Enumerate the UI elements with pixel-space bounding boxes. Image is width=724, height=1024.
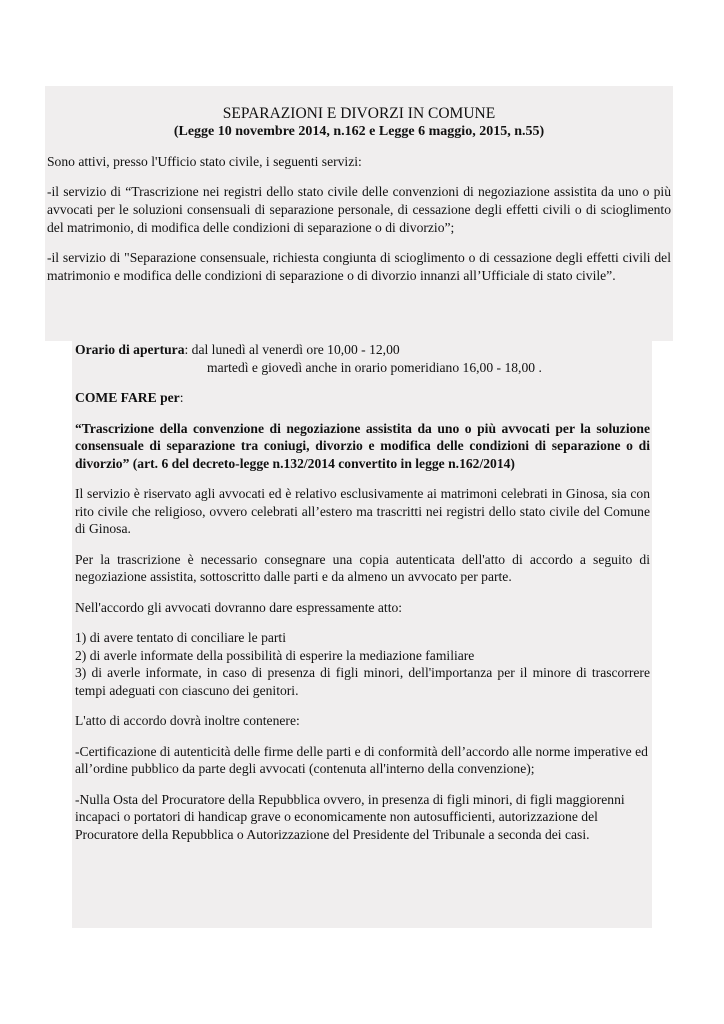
paragraph-6: -Nulla Osta del Procuratore della Repubblica ovvero, in presenza di figli minori, di figli maggiorenni incapaci o portatori di handicap grave o economicamente non autosufficienti, autorizzazione del Procuratore della Repubblica o Autorizzazione del Presidente del Tribunale a seconda dei casi. bbox=[75, 791, 625, 842]
details-section bbox=[72, 341, 652, 928]
paragraph-3: Nell'accordo gli avvocati dovranno dare espressamente atto: bbox=[75, 599, 403, 615]
requirements-list bbox=[75, 629, 650, 699]
how-to-label-line bbox=[75, 389, 650, 407]
how-to-heading bbox=[75, 420, 650, 473]
list-item-2: 2) di averle informate della possibilità di esperire la mediazione familiare bbox=[75, 647, 475, 663]
service-1-text: -il servizio di “Trascrizione nei registri dello stato civile delle convenzioni di negoziazione assistita da uno o più avvocati per le soluzioni consensuali di separazione personale, di cessazione degli effetti civili o di scioglimento del matrimonio, di modifica delle condizioni di separazione o di divorzio”; bbox=[47, 184, 671, 235]
how-to-label-suffix: : bbox=[179, 390, 184, 405]
paragraph-2: Per la trascrizione è necessario consegnare una copia autenticata dell'atto di accordo a seguito di negoziazione assistita, sottoscritto dalle parti e da almeno un avvocato per parte. bbox=[75, 551, 650, 584]
paragraph-5: -Certificazione di autenticità delle firme delle parti e di conformità dell’accordo alle norme imperative ed all’ordine pubblico da parte degli avvocati (contenuta all'interno della convenzione); bbox=[75, 743, 648, 776]
page-subtitle: (Legge 10 novembre 2014, n.162 e Legge 6 maggio, 2015, n.55) bbox=[173, 124, 545, 139]
list-item-3: 3) di averle informate, in caso di presenza di figli minori, dell'importanza per il minore di trascorrere tempi adeguati con ciascuno dei genitori. bbox=[75, 665, 650, 698]
page-title: SEPARAZIONI E DIVORZI IN COMUNE bbox=[222, 105, 496, 122]
opening-hours bbox=[75, 341, 650, 376]
intro-lead: Sono attivi, presso l'Ufficio stato civile, i seguenti servizi: bbox=[47, 154, 362, 169]
paragraph-1: Il servizio è riservato agli avvocati ed è relativo esclusivamente ai matrimoni celebrati in Ginosa, sia con rito civile che religioso, ovvero celebrati all’estero ma trascritti nei registri dello stato civile del Comune di Ginosa. bbox=[75, 486, 650, 536]
how-to-heading-text: “Trascrizione della convenzione di negoziazione assistita da uno o più avvocati per la soluzione consensuale di separazione tra coniugi, divorzio e modifica delle condizioni di separazione o di divorzio” (art. 6 del decreto-legge n.132/2014 convertito in legge n.162/2014) bbox=[75, 420, 650, 471]
how-to-label: COME FARE per bbox=[75, 390, 180, 405]
hours-label: Orario di apertura bbox=[75, 342, 185, 357]
paragraph-4: L'atto di accordo dovrà inoltre contenere: bbox=[75, 713, 300, 728]
intro-section bbox=[45, 86, 673, 341]
service-2-text: -il servizio di "Separazione consensuale, richiesta congiunta di scioglimento o di cessazione degli effetti civili del matrimonio e modifica delle condizioni di separazione o di divorzio innanzi all’Ufficiale di stato civile”. bbox=[47, 250, 671, 283]
hours-line-2: martedì e giovedì anche in orario pomeridiano 16,00 - 18,00 . bbox=[207, 359, 542, 375]
hours-line-1: : dal lunedì al venerdì ore 10,00 - 12,00 bbox=[184, 342, 400, 357]
list-item-1: 1) di avere tentato di conciliare le parti bbox=[75, 630, 286, 645]
